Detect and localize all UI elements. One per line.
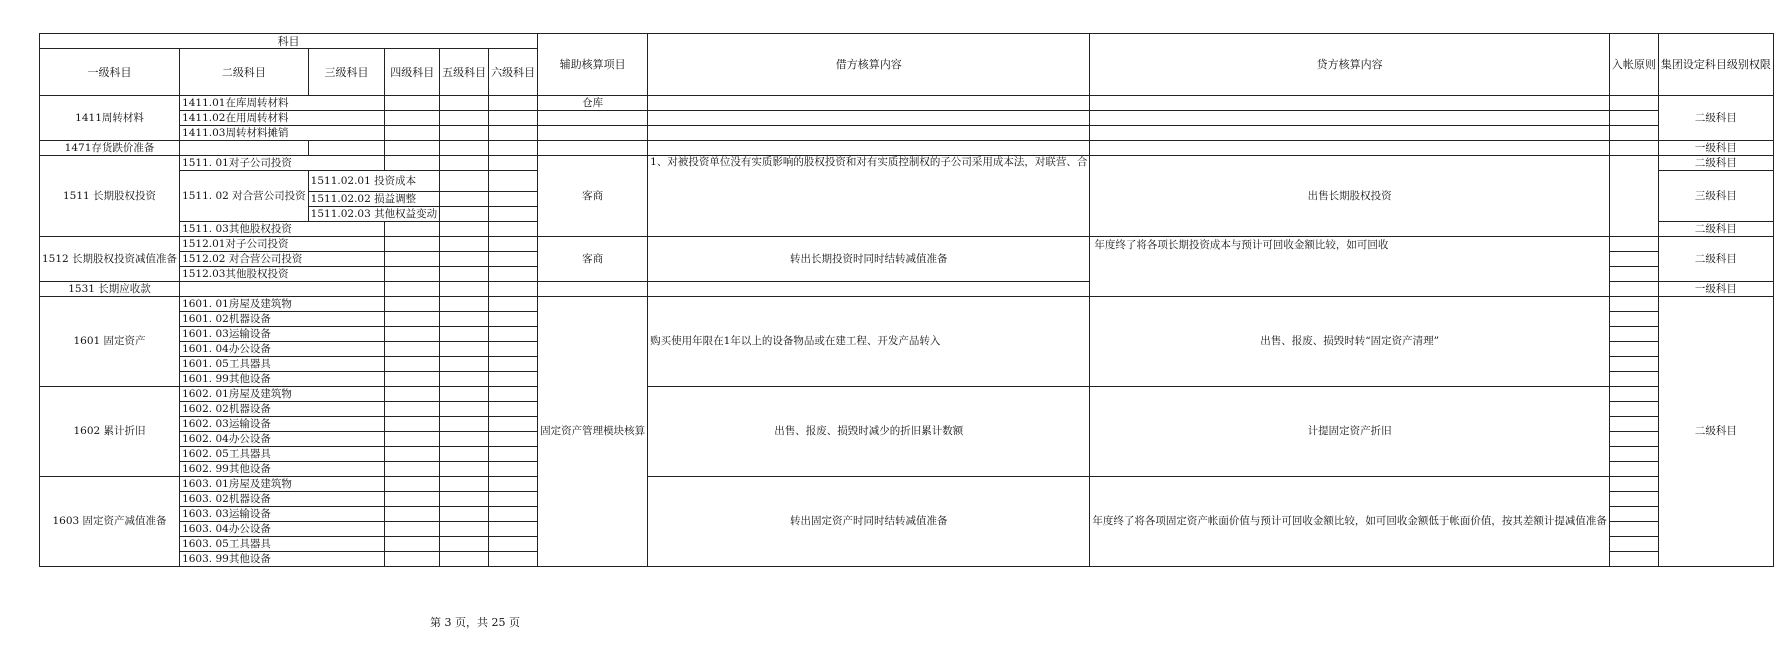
subject-1601-99: 1601. 99其他设备 bbox=[180, 372, 385, 387]
subject-1411: 1411周转材料 bbox=[40, 96, 180, 141]
header-level2: 二级科目 bbox=[180, 49, 309, 96]
subject-1512-03: 1512.03其他股权投资 bbox=[180, 267, 385, 282]
debit-1512: 转出长期投资时同时结转减值准备 bbox=[648, 237, 1090, 282]
aux-1512: 客商 bbox=[538, 237, 648, 282]
subject-1411-01: 1411.01在库周转材料 bbox=[180, 96, 385, 111]
subject-1512-02: 1512.02 对合营公司投资 bbox=[180, 252, 385, 267]
subject-1601-04: 1601. 04办公设备 bbox=[180, 342, 385, 357]
subject-1531: 1531 长期应收款 bbox=[40, 282, 180, 297]
subject-1512-01: 1512.01对子公司投资 bbox=[180, 237, 385, 252]
aux-fixed-assets: 固定资产管理模块核算 bbox=[538, 297, 648, 567]
subject-1471: 1471存货跌价准备 bbox=[40, 141, 180, 156]
subject-1601: 1601 固定资产 bbox=[40, 297, 180, 387]
header-level3: 三级科目 bbox=[308, 49, 385, 96]
level-1411: 二级科目 bbox=[1658, 96, 1773, 141]
credit-1601: 出售、报废、损毁时转“固定资产清理” bbox=[1090, 297, 1610, 387]
subject-1603-04: 1603. 04办公设备 bbox=[180, 522, 385, 537]
credit-1512: 年度终了将各项长期投资成本与预计可回收金额比较，如可回收 bbox=[1090, 237, 1610, 297]
header-aux: 辅助核算项目 bbox=[538, 34, 648, 96]
aux-1511: 客商 bbox=[538, 156, 648, 237]
level-1531: 一级科目 bbox=[1658, 282, 1773, 297]
subject-1511-01: 1511. 01对子公司投资 bbox=[180, 156, 385, 171]
page-number: 第 3 页，共 25 页 bbox=[430, 616, 520, 629]
subject-1602-99: 1602. 99其他设备 bbox=[180, 462, 385, 477]
credit-1511: 出售长期股权投资 bbox=[1090, 156, 1610, 237]
header-subject-group: 科目 bbox=[40, 34, 538, 49]
header-group-level: 集团设定科目级别权限 bbox=[1658, 34, 1773, 96]
subject-1603-99: 1603. 99其他设备 bbox=[180, 552, 385, 567]
subject-1602: 1602 累计折旧 bbox=[40, 387, 180, 477]
level-1511-02: 三级科目 bbox=[1658, 171, 1773, 222]
subject-1511-02-01: 1511.02.01 投资成本 bbox=[308, 171, 439, 192]
header-entry: 入帐原则 bbox=[1609, 34, 1658, 96]
level-1471: 一级科目 bbox=[1658, 141, 1773, 156]
level-fixed-assets: 二级科目 bbox=[1658, 297, 1773, 567]
debit-1601: 购买使用年限在1年以上的设备物品或在建工程、开发产品转入 bbox=[648, 297, 1090, 387]
subject-1603-03: 1603. 03运输设备 bbox=[180, 507, 385, 522]
subject-1512: 1512 长期股权投资减值准备 bbox=[40, 237, 180, 282]
header-level1: 一级科目 bbox=[40, 49, 180, 96]
level-1511-03: 二级科目 bbox=[1658, 222, 1773, 237]
subject-1601-02: 1601. 02机器设备 bbox=[180, 312, 385, 327]
subject-1601-03: 1601. 03运输设备 bbox=[180, 327, 385, 342]
subject-1601-01: 1601. 01房屋及建筑物 bbox=[180, 297, 385, 312]
subject-1603-05: 1603. 05工具器具 bbox=[180, 537, 385, 552]
subject-1602-04: 1602. 04办公设备 bbox=[180, 432, 385, 447]
subject-1511-03: 1511. 03其他股权投资 bbox=[180, 222, 385, 237]
subject-1601-05: 1601. 05工具器具 bbox=[180, 357, 385, 372]
subject-1603: 1603 固定资产减值准备 bbox=[40, 477, 180, 567]
credit-1602: 计提固定资产折旧 bbox=[1090, 387, 1610, 477]
subject-1411-02: 1411.02在用周转材料 bbox=[180, 111, 385, 126]
subject-1602-01: 1602. 01房屋及建筑物 bbox=[180, 387, 385, 402]
level-1512: 二级科目 bbox=[1658, 237, 1773, 282]
accounting-subject-table bbox=[39, 33, 1774, 567]
header-level5: 五级科目 bbox=[440, 49, 489, 96]
subject-1603-02: 1603. 02机器设备 bbox=[180, 492, 385, 507]
debit-1602: 出售、报废、损毁时减少的折旧累计数额 bbox=[648, 387, 1090, 477]
subject-1511-02: 1511. 02 对合营公司投资 bbox=[180, 171, 309, 222]
subject-1602-02: 1602. 02机器设备 bbox=[180, 402, 385, 417]
level-1511-01: 二级科目 bbox=[1658, 156, 1773, 171]
subject-1602-05: 1602. 05工具器具 bbox=[180, 447, 385, 462]
debit-1603: 转出固定资产时同时结转减值准备 bbox=[648, 477, 1090, 567]
subject-1511-02-02: 1511.02.02 损益调整 bbox=[308, 192, 439, 207]
header-level4: 四级科目 bbox=[385, 49, 440, 96]
subject-1411-03: 1411.03周转材料摊销 bbox=[180, 126, 385, 141]
subject-1511: 1511 长期股权投资 bbox=[40, 156, 180, 237]
header-credit: 贷方核算内容 bbox=[1090, 34, 1610, 96]
aux-1411: 仓库 bbox=[538, 96, 648, 111]
subject-1603-01: 1603. 01房屋及建筑物 bbox=[180, 477, 385, 492]
header-debit: 借方核算内容 bbox=[648, 34, 1090, 96]
subject-1602-03: 1602. 03运输设备 bbox=[180, 417, 385, 432]
credit-1603: 年度终了将各项固定资产帐面价值与预计可回收金额比较，如可回收金额低于帐面价值，按其差额计提减值准备 bbox=[1090, 477, 1610, 567]
header-level6: 六级科目 bbox=[489, 49, 538, 96]
debit-1511: 1、对被投资单位没有实质影响的股权投资和对有实质控制权的子公司采用成本法，对联营、合 bbox=[648, 156, 1090, 237]
subject-1511-02-03: 1511.02.03 其他权益变动 bbox=[308, 207, 439, 222]
